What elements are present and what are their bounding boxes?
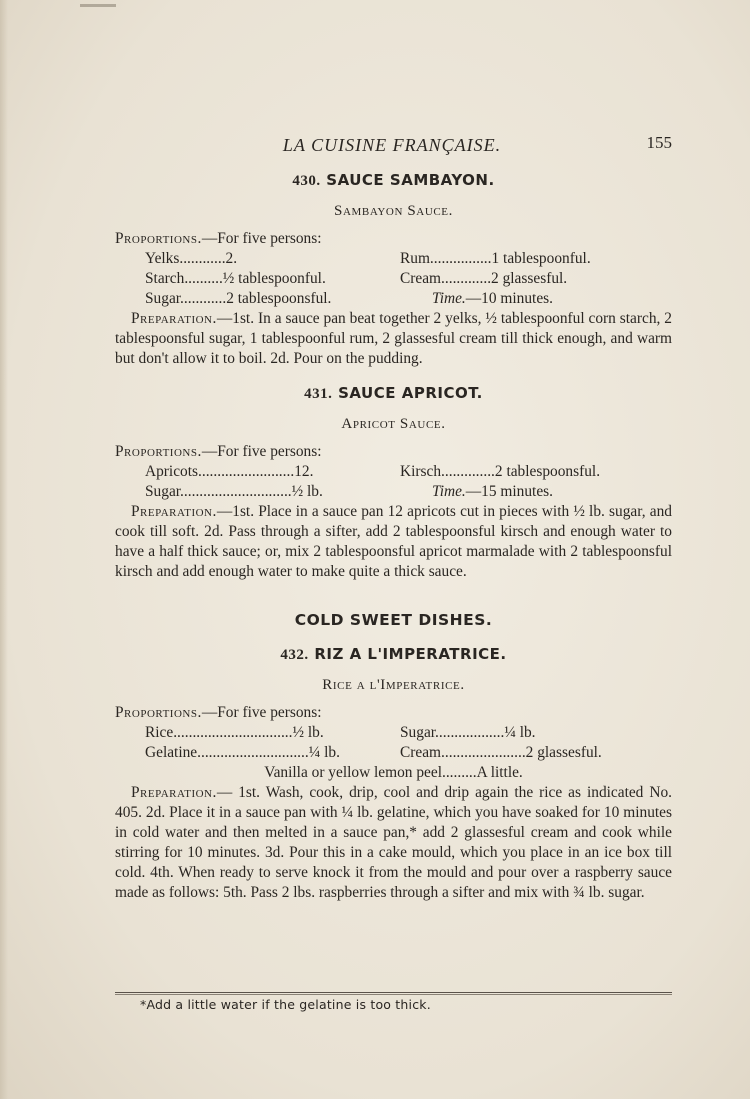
page-mark — [80, 4, 116, 7]
preparation-label: Preparation. — [131, 310, 217, 327]
recipe-430-proportions — [115, 229, 672, 249]
recipe-title: SAUCE SAMBAYON. — [326, 171, 495, 189]
preparation-text: —1st. In a sauce pan beat together 2 yelks, ½ tablespoonful corn starch, 2 tablespoonsful sugar, 1 tablespoonful rum, 2 glassesful cream till thick enough, and warm but don't allow it to boil. 2d. Pour on the pudding. — [115, 310, 672, 367]
proportion-row — [115, 743, 672, 763]
recipe-431-heading — [115, 383, 672, 404]
footnote-rule — [115, 992, 672, 993]
preparation-label: Preparation. — [131, 784, 217, 801]
recipe-430-subtitle: Sambayon Sauce. — [334, 203, 453, 219]
proportion-row — [115, 763, 672, 783]
recipe-432-heading — [115, 644, 672, 665]
ingredient: Cream......................2 glassesful. — [400, 744, 602, 761]
time-label: Time. — [432, 290, 466, 307]
time-label: Time. — [432, 483, 466, 500]
time-note — [370, 482, 672, 502]
recipe-number: 432. — [280, 647, 309, 663]
page-content — [115, 170, 672, 903]
recipe-title: RIZ A L'IMPERATRICE. — [314, 645, 507, 663]
section-title: COLD SWEET DISHES. — [294, 611, 493, 629]
footnote-rule — [115, 994, 672, 995]
proportions-label: Proportions. — [115, 230, 202, 247]
recipe-title: SAUCE APRICOT. — [338, 384, 483, 402]
proportion-row — [115, 723, 672, 743]
ingredient: Sugar............2 tablespoonsful. — [145, 290, 332, 307]
running-title: LA CUISINE FRANÇAISE. — [282, 135, 502, 155]
time-note — [370, 289, 672, 309]
footnote: *Add a little water if the gelatine is too thick. — [140, 997, 431, 1012]
ingredient: Cream.............2 glassesful. — [400, 270, 568, 287]
proportion-row — [115, 462, 672, 482]
proportions-text: —For five persons: — [201, 704, 322, 721]
ingredient: Starch..........½ tablespoonful. — [145, 270, 326, 287]
ingredient: Gelatine.............................¼ lb. — [145, 744, 340, 761]
proportion-row — [115, 249, 672, 269]
preparation-text: — 1st. Wash, cook, drip, cool and drip again the rice as indicated No. 405. 2d. Place it in a sauce pan with ¼ lb. gelatine, which you have soaked for 10 minutes in cold water and then melted in a sauce pan,* add 2 glassesful cream and cook while stirring for 10 minutes. 3d. Pour this in a cake mould, which you place in an ice box till cold. 4th. When ready to serve knock it from the mould and pour over a raspberry sauce made as follows: 5th. Pass 2 lbs. raspberries through a sifter and mix with ¾ lb. sugar. — [115, 784, 672, 901]
recipe-431-preparation — [115, 502, 672, 582]
ingredient: Apricots.........................12. — [145, 463, 314, 480]
recipe-430-preparation — [115, 309, 672, 369]
proportion-row — [115, 269, 672, 289]
proportion-row — [115, 482, 672, 502]
proportion-row — [115, 289, 672, 309]
recipe-number: 431. — [304, 386, 333, 402]
page-header — [112, 135, 672, 159]
proportions-label: Proportions. — [115, 704, 202, 721]
page-number: 155 — [646, 133, 672, 152]
preparation-text: —1st. Place in a sauce pan 12 apricots cut in pieces with ½ lb. sugar, and cook till soft. 2d. Pass through a sifter, add 2 tablespoonsful kirsch and enough water to have a half thick sauce; or, mix 2 tablespoonsful apricot marmalade with 2 tablespoonsful kirsch and add enough water to make quite a thick sauce. — [115, 503, 672, 580]
recipe-number: 430. — [292, 173, 321, 189]
page-edge-shadow — [0, 0, 8, 1099]
ingredient: Sugar.............................½ lb. — [145, 483, 323, 500]
ingredient: Vanilla or yellow lemon peel.........A little. — [264, 764, 523, 781]
ingredient: Rum................1 tablespoonful. — [400, 250, 591, 267]
preparation-label: Preparation. — [131, 503, 217, 520]
recipe-430-heading — [115, 170, 672, 191]
recipe-432-preparation — [115, 783, 672, 903]
ingredient: Yelks............2. — [145, 250, 238, 267]
ingredient: Sugar..................¼ lb. — [400, 724, 536, 741]
recipe-431-proportions — [115, 442, 672, 462]
recipe-432-subtitle: Rice a l'Imperatrice. — [322, 677, 465, 693]
time-value: —15 minutes. — [465, 483, 553, 500]
recipe-431-subtitle: Apricot Sauce. — [341, 416, 446, 432]
proportions-text: —For five persons: — [201, 443, 322, 460]
proportions-label: Proportions. — [115, 443, 202, 460]
recipe-432-proportions — [115, 703, 672, 723]
time-value: —10 minutes. — [465, 290, 553, 307]
ingredient: Kirsch..............2 tablespoonsful. — [400, 463, 601, 480]
proportions-text: —For five persons: — [201, 230, 322, 247]
ingredient: Rice...............................½ lb. — [145, 724, 324, 741]
